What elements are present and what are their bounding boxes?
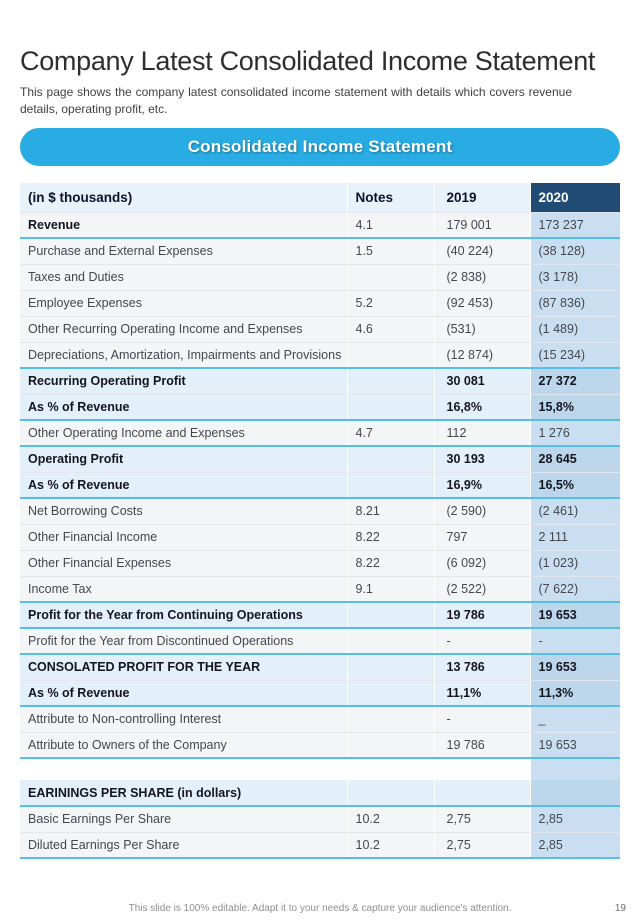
cell-y2019 — [434, 780, 530, 806]
table-row — [20, 394, 620, 420]
cell-label: Net Borrowing Costs — [20, 498, 347, 524]
table-header-row — [20, 183, 620, 212]
table-row — [20, 472, 620, 498]
cell-y2019: (2 838) — [434, 264, 530, 290]
cell-y2020: (1 023) — [530, 550, 620, 576]
cell-label: Other Financial Expenses — [20, 550, 347, 576]
table-row — [20, 342, 620, 368]
cell-y2020: 2,85 — [530, 832, 620, 858]
table-row — [20, 524, 620, 550]
column-header-label: (in $ thousands) — [20, 183, 347, 212]
cell-label: Diluted Earnings Per Share — [20, 832, 347, 858]
table-row — [20, 264, 620, 290]
table-row — [20, 498, 620, 524]
cell-notes — [347, 264, 434, 290]
cell-y2020: (38 128) — [530, 238, 620, 264]
table-header — [20, 183, 620, 212]
cell-notes: 4.6 — [347, 316, 434, 342]
table-row — [20, 368, 620, 394]
cell-notes: 9.1 — [347, 576, 434, 602]
cell-y2020: 11,3% — [530, 680, 620, 706]
cell-label: Profit for the Year from Discontinued Operations — [20, 628, 347, 654]
cell-y2020: (7 622) — [530, 576, 620, 602]
table-row — [20, 732, 620, 758]
cell-y2020: 19 653 — [530, 654, 620, 680]
cell-y2020: 1 276 — [530, 420, 620, 446]
page-title: Company Latest Consolidated Income Statement — [20, 46, 596, 76]
cell-y2020: (15 234) — [530, 342, 620, 368]
cell-notes — [347, 706, 434, 732]
cell-y2020: (2 461) — [530, 498, 620, 524]
cell-y2019: 19 786 — [434, 732, 530, 758]
table-row — [20, 238, 620, 264]
spacer-row — [20, 758, 620, 780]
cell-notes: 10.2 — [347, 832, 434, 858]
cell-label: Attribute to Owners of the Company — [20, 732, 347, 758]
cell-notes: 1.5 — [347, 238, 434, 264]
column-header-2019: 2019 — [434, 183, 530, 212]
cell-y2020: 19 653 — [530, 602, 620, 628]
table-row — [20, 806, 620, 832]
cell-notes — [347, 472, 434, 498]
cell-notes — [347, 342, 434, 368]
column-header-notes: Notes — [347, 183, 434, 212]
cell-notes: 10.2 — [347, 806, 434, 832]
cell-y2019: 2,75 — [434, 832, 530, 858]
cell-y2019: 30 193 — [434, 446, 530, 472]
cell-y2020: (87 836) — [530, 290, 620, 316]
cell-label: Other Recurring Operating Income and Expenses — [20, 316, 347, 342]
cell-label: As % of Revenue — [20, 680, 347, 706]
cell-notes — [347, 780, 434, 806]
cell-label: Recurring Operating Profit — [20, 368, 347, 394]
cell-notes — [347, 394, 434, 420]
cell-y2020: (3 178) — [530, 264, 620, 290]
cell-label: Profit for the Year from Continuing Operations — [20, 602, 347, 628]
cell-y2019: 797 — [434, 524, 530, 550]
cell-y2020: _ — [530, 706, 620, 732]
cell-label — [20, 758, 347, 780]
cell-notes — [347, 446, 434, 472]
table-row — [20, 680, 620, 706]
income-statement-table — [20, 183, 620, 859]
table-row — [20, 316, 620, 342]
section-banner — [20, 128, 620, 166]
column-header-2020: 2020 — [530, 183, 620, 212]
cell-y2020: 16,5% — [530, 472, 620, 498]
cell-y2020 — [530, 780, 620, 806]
cell-label: As % of Revenue — [20, 472, 347, 498]
cell-y2019: (531) — [434, 316, 530, 342]
table-row — [20, 706, 620, 732]
cell-label: Other Operating Income and Expenses — [20, 420, 347, 446]
cell-notes — [347, 368, 434, 394]
cell-y2020: 173 237 — [530, 212, 620, 238]
cell-label: Revenue — [20, 212, 347, 238]
section-banner-label: Consolidated Income Statement — [187, 137, 453, 156]
page-subtitle: This page shows the company latest consolidated income statement with details which covers revenue details, operating profit, etc. — [20, 85, 572, 117]
cell-label: Other Financial Income — [20, 524, 347, 550]
cell-label: EARININGS PER SHARE (in dollars) — [20, 780, 347, 806]
cell-label: As % of Revenue — [20, 394, 347, 420]
cell-label: CONSOLATED PROFIT FOR THE YEAR — [20, 654, 347, 680]
footer-text: This slide is 100% editable. Adapt it to your needs & capture your audience's attention. — [128, 903, 512, 914]
page-number: 19 — [614, 903, 626, 914]
cell-y2019: 112 — [434, 420, 530, 446]
cell-y2019: 16,9% — [434, 472, 530, 498]
cell-y2019: (12 874) — [434, 342, 530, 368]
cell-notes: 8.22 — [347, 524, 434, 550]
cell-y2020: 28 645 — [530, 446, 620, 472]
cell-notes — [347, 680, 434, 706]
cell-notes: 4.1 — [347, 212, 434, 238]
cell-y2020: 15,8% — [530, 394, 620, 420]
table-row — [20, 832, 620, 858]
cell-notes: 8.21 — [347, 498, 434, 524]
cell-y2020: (1 489) — [530, 316, 620, 342]
table-row — [20, 780, 620, 806]
cell-notes — [347, 732, 434, 758]
cell-notes: 4.7 — [347, 420, 434, 446]
cell-y2019: 179 001 — [434, 212, 530, 238]
cell-notes — [347, 758, 434, 780]
cell-y2019: 13 786 — [434, 654, 530, 680]
cell-y2019: - — [434, 706, 530, 732]
table-row — [20, 576, 620, 602]
cell-y2019: 16,8% — [434, 394, 530, 420]
cell-y2019: (40 224) — [434, 238, 530, 264]
table-row — [20, 212, 620, 238]
cell-label: Purchase and External Expenses — [20, 238, 347, 264]
cell-label: Operating Profit — [20, 446, 347, 472]
cell-y2020: 2,85 — [530, 806, 620, 832]
cell-label: Depreciations, Amortization, Impairments and Provisions — [20, 342, 347, 368]
cell-notes: 8.22 — [347, 550, 434, 576]
cell-y2019: 11,1% — [434, 680, 530, 706]
cell-notes — [347, 654, 434, 680]
cell-y2020: 27 372 — [530, 368, 620, 394]
cell-label: Basic Earnings Per Share — [20, 806, 347, 832]
cell-y2020: 19 653 — [530, 732, 620, 758]
table-row — [20, 654, 620, 680]
cell-notes: 5.2 — [347, 290, 434, 316]
table-row — [20, 420, 620, 446]
cell-y2019 — [434, 758, 530, 780]
table-row — [20, 290, 620, 316]
cell-y2019: 30 081 — [434, 368, 530, 394]
cell-y2019: 2,75 — [434, 806, 530, 832]
cell-notes — [347, 628, 434, 654]
cell-y2019: (92 453) — [434, 290, 530, 316]
cell-label: Attribute to Non-controlling Interest — [20, 706, 347, 732]
income-table-body — [20, 212, 620, 858]
cell-y2020: - — [530, 628, 620, 654]
cell-y2019: - — [434, 628, 530, 654]
table-row — [20, 628, 620, 654]
table-row — [20, 602, 620, 628]
cell-notes — [347, 602, 434, 628]
cell-label: Employee Expenses — [20, 290, 347, 316]
cell-y2019: 19 786 — [434, 602, 530, 628]
cell-label: Taxes and Duties — [20, 264, 347, 290]
cell-y2019: (2 522) — [434, 576, 530, 602]
cell-label: Income Tax — [20, 576, 347, 602]
cell-y2020 — [530, 758, 620, 780]
cell-y2019: (6 092) — [434, 550, 530, 576]
cell-y2020: 2 111 — [530, 524, 620, 550]
table-row — [20, 550, 620, 576]
table-row — [20, 446, 620, 472]
cell-y2019: (2 590) — [434, 498, 530, 524]
